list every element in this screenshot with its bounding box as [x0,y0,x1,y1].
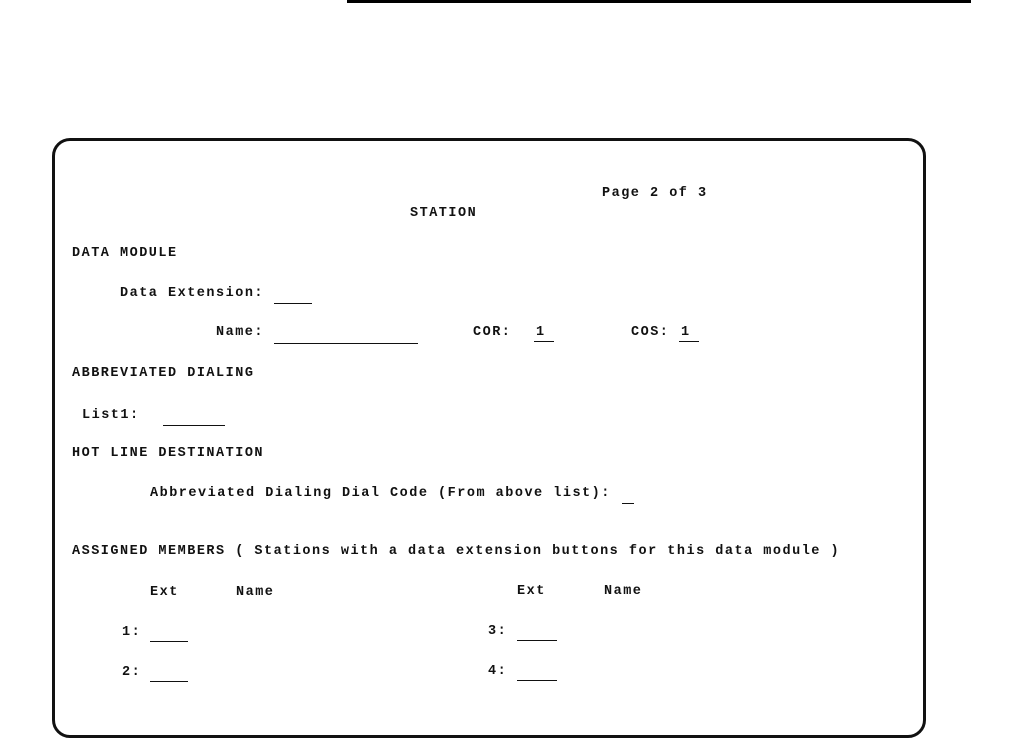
member-3-label: 3: [488,624,508,639]
abbreviated-dialing-heading: ABBREVIATED DIALING [72,366,255,381]
ext-column-header-right: Ext [517,584,546,599]
name-column-header-left: Name [236,585,275,600]
name-column-header-right: Name [604,584,643,599]
member-4-ext-field[interactable] [517,664,557,681]
member-4-label: 4: [488,664,508,679]
page-indicator: Page 2 of 3 [602,186,708,201]
dial-code-label: Abbreviated Dialing Dial Code (From above list): [150,486,611,501]
cos-field[interactable]: 1 [679,325,699,342]
member-3-ext-field[interactable] [517,624,557,641]
data-extension-field[interactable] [274,287,312,304]
member-1-label: 1: [122,625,142,640]
list1-label: List1: [82,408,140,423]
member-1-ext-field[interactable] [150,625,188,642]
form-title: STATION [410,206,478,221]
name-field[interactable] [274,327,418,344]
station-form-frame [52,138,926,738]
data-extension-label: Data Extension: [120,286,265,301]
data-module-heading: DATA MODULE [72,246,178,261]
member-2-label: 2: [122,665,142,680]
list1-field[interactable] [163,409,225,426]
cos-label: COS: [631,325,670,340]
assigned-members-heading: ASSIGNED MEMBERS ( Stations with a data extension buttons for this data module ) [72,544,841,559]
ext-column-header-left: Ext [150,585,179,600]
dial-code-field[interactable] [622,487,634,504]
hot-line-heading: HOT LINE DESTINATION [72,446,265,461]
cor-field[interactable]: 1 [534,325,554,342]
name-label: Name: [216,325,265,340]
member-2-ext-field[interactable] [150,665,188,682]
cor-label: COR: [473,325,512,340]
top-rule [347,0,971,3]
